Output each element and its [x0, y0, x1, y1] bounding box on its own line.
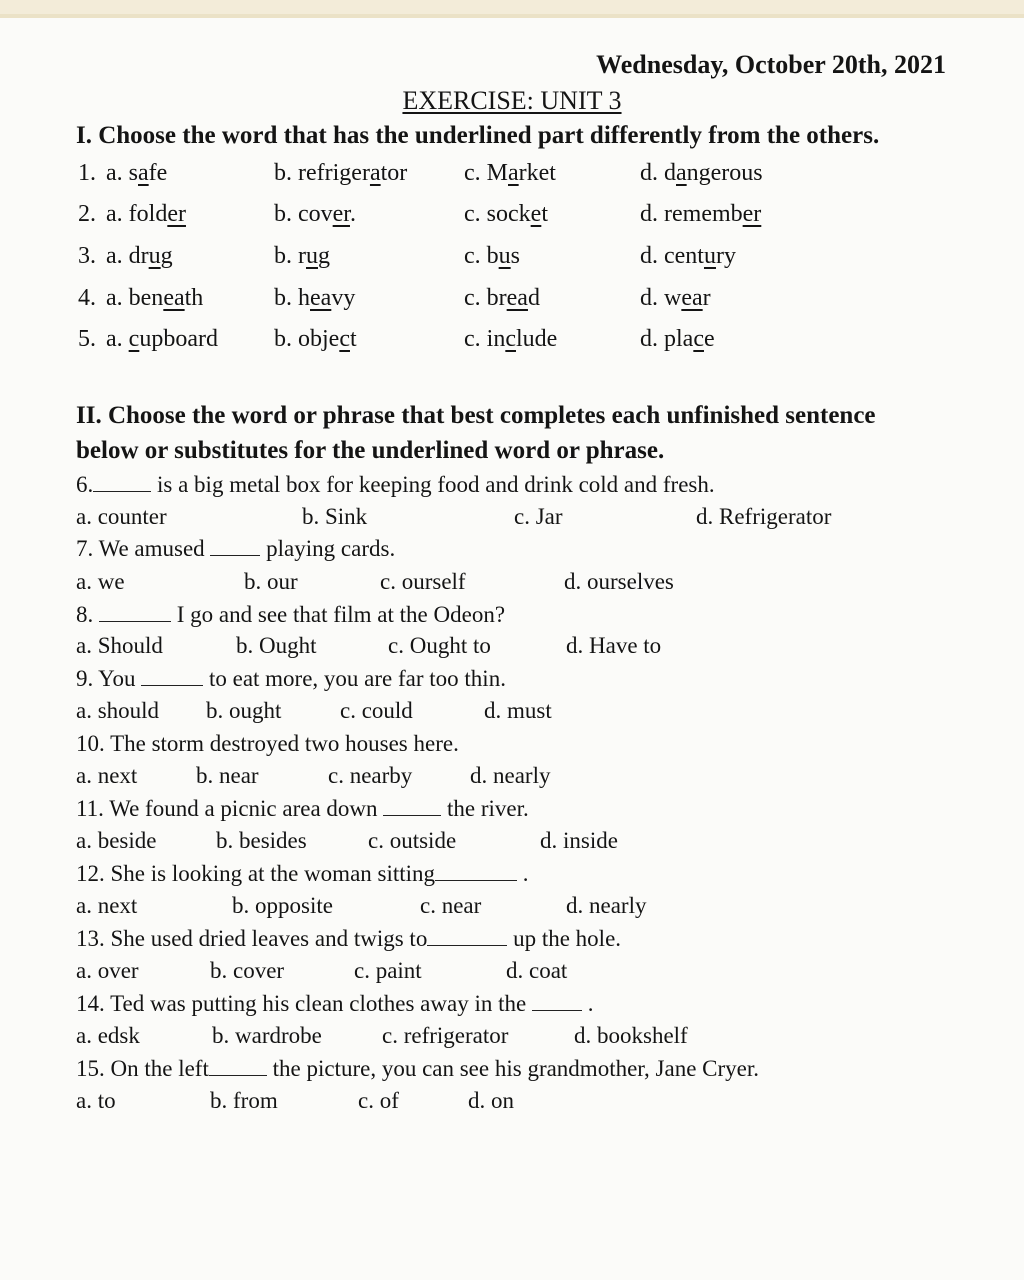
q15-option-b[interactable]: b. from: [210, 1088, 278, 1113]
q10-option-a[interactable]: a. next: [76, 763, 138, 788]
q11-stem: 11. We found a picnic area down the river.: [76, 796, 529, 821]
q1-number: 1.: [78, 160, 96, 186]
q13-option-b[interactable]: b. cover: [210, 958, 285, 983]
q10-option-b[interactable]: b. near: [196, 763, 259, 788]
q9-option-b[interactable]: b. ought: [206, 698, 282, 723]
q5-option-b[interactable]: b. object: [274, 326, 357, 352]
q10-option-d[interactable]: d. nearly: [470, 763, 551, 788]
q14-option-c[interactable]: c. refrigerator: [382, 1023, 509, 1048]
q9-option-d[interactable]: d. must: [484, 698, 552, 723]
answer-blank[interactable]: [210, 537, 260, 556]
q3-option-d[interactable]: d. century: [640, 243, 736, 269]
q11-option-b[interactable]: b. besides: [216, 828, 307, 853]
q15-stem: 15. On the left the picture, you can see his grandmother, Jane Cryer.: [76, 1056, 760, 1081]
q3-option-a[interactable]: a. drug: [106, 243, 173, 269]
q6-option-c[interactable]: c. Jar: [514, 504, 563, 529]
q8-option-d[interactable]: d. Have to: [566, 633, 662, 658]
q14-option-a[interactable]: a. edsk: [76, 1023, 140, 1048]
q1-option-b[interactable]: b. refrigerator: [274, 160, 408, 186]
q6-stem: 6. is a big metal box for keeping food and drink cold and fresh.: [76, 472, 715, 497]
q6-option-b[interactable]: b. Sink: [302, 504, 368, 529]
q12-option-b[interactable]: b. opposite: [232, 893, 333, 918]
q4-option-d[interactable]: d. wear: [640, 285, 711, 311]
q7-option-a[interactable]: a. we: [76, 569, 125, 594]
q3-option-b[interactable]: b. rug: [274, 243, 330, 269]
q7-stem: 7. We amused playing cards.: [76, 536, 396, 561]
q15-option-a[interactable]: a. to: [76, 1088, 116, 1113]
q13-option-a[interactable]: a. over: [76, 958, 139, 983]
q1-option-a[interactable]: a. safe: [106, 160, 168, 186]
q3-number: 3.: [78, 243, 96, 269]
q13-option-d[interactable]: d. coat: [506, 958, 568, 983]
q3-option-c[interactable]: c. bus: [464, 243, 520, 269]
q12-stem: 12. She is looking at the woman sitting .: [76, 861, 529, 886]
q10-option-c[interactable]: c. nearby: [328, 763, 413, 788]
q1-option-d[interactable]: d. dangerous: [640, 160, 763, 186]
answer-blank[interactable]: [93, 473, 151, 492]
q2-number: 2.: [78, 201, 96, 227]
q14-stem: 14. Ted was putting his clean clothes away in the .: [76, 991, 594, 1016]
q4-number: 4.: [78, 285, 96, 311]
date-line: Wednesday, October 20th, 2021: [596, 50, 946, 79]
q8-option-a[interactable]: a. Should: [76, 633, 163, 658]
q5-option-d[interactable]: d. place: [640, 326, 715, 352]
q2-option-c[interactable]: c. socket: [464, 201, 548, 227]
q2-option-a[interactable]: a. folder: [106, 201, 186, 227]
q11-option-a[interactable]: a. beside: [76, 828, 157, 853]
q9-stem: 9. You to eat more, you are far too thin.: [76, 666, 506, 691]
q15-option-d[interactable]: d. on: [468, 1088, 514, 1113]
q6-option-a[interactable]: a. counter: [76, 504, 167, 529]
q10-stem: 10. The storm destroyed two houses here.: [76, 731, 459, 756]
q6-option-d[interactable]: d. Refrigerator: [696, 504, 832, 529]
answer-blank[interactable]: [427, 927, 507, 946]
answer-blank[interactable]: [99, 603, 171, 622]
exercise-title: EXERCISE: UNIT 3: [402, 86, 622, 115]
q11-option-c[interactable]: c. outside: [368, 828, 457, 853]
answer-blank[interactable]: [383, 797, 441, 816]
q9-option-a[interactable]: a. should: [76, 698, 160, 723]
q12-option-d[interactable]: d. nearly: [566, 893, 647, 918]
q15-option-c[interactable]: c. of: [358, 1088, 399, 1113]
q4-option-b[interactable]: b. heavy: [274, 285, 356, 311]
q13-option-c[interactable]: c. paint: [354, 958, 422, 983]
q1-option-c[interactable]: c. Market: [464, 160, 556, 186]
q8-stem: 8. I go and see that film at the Odeon?: [76, 602, 506, 627]
answer-blank[interactable]: [435, 862, 517, 881]
q4-option-c[interactable]: c. bread: [464, 285, 540, 311]
answer-blank[interactable]: [209, 1057, 267, 1076]
q12-option-c[interactable]: c. near: [420, 893, 482, 918]
section1-heading: I. Choose the word that has the underlined part differently from the others.: [76, 122, 880, 149]
q13-stem: 13. She used dried leaves and twigs to up the hole.: [76, 926, 622, 951]
q11-option-d[interactable]: d. inside: [540, 828, 618, 853]
q2-option-b[interactable]: b. cover.: [274, 201, 356, 227]
q4-option-a[interactable]: a. beneath: [106, 285, 204, 311]
section2-heading-line2: below or substitutes for the underlined word or phrase.: [76, 437, 665, 464]
q7-option-d[interactable]: d. ourselves: [564, 569, 674, 594]
section2-heading-line1: II. Choose the word or phrase that best completes each unfinished sentence: [76, 402, 876, 429]
q12-option-a[interactable]: a. next: [76, 893, 138, 918]
q8-option-b[interactable]: b. Ought: [236, 633, 317, 658]
q14-option-b[interactable]: b. wardrobe: [212, 1023, 322, 1048]
q8-option-c[interactable]: c. Ought to: [388, 633, 491, 658]
answer-blank[interactable]: [532, 992, 582, 1011]
q7-option-c[interactable]: c. ourself: [380, 569, 466, 594]
q2-option-d[interactable]: d. remember: [640, 201, 762, 227]
top-border: [0, 0, 1024, 18]
answer-blank[interactable]: [141, 667, 203, 686]
q14-option-d[interactable]: d. bookshelf: [574, 1023, 688, 1048]
q5-number: 5.: [78, 326, 96, 352]
q5-option-c[interactable]: c. include: [464, 326, 558, 352]
q7-option-b[interactable]: b. our: [244, 569, 298, 594]
q5-option-a[interactable]: a. cupboard: [106, 326, 218, 352]
q9-option-c[interactable]: c. could: [340, 698, 413, 723]
